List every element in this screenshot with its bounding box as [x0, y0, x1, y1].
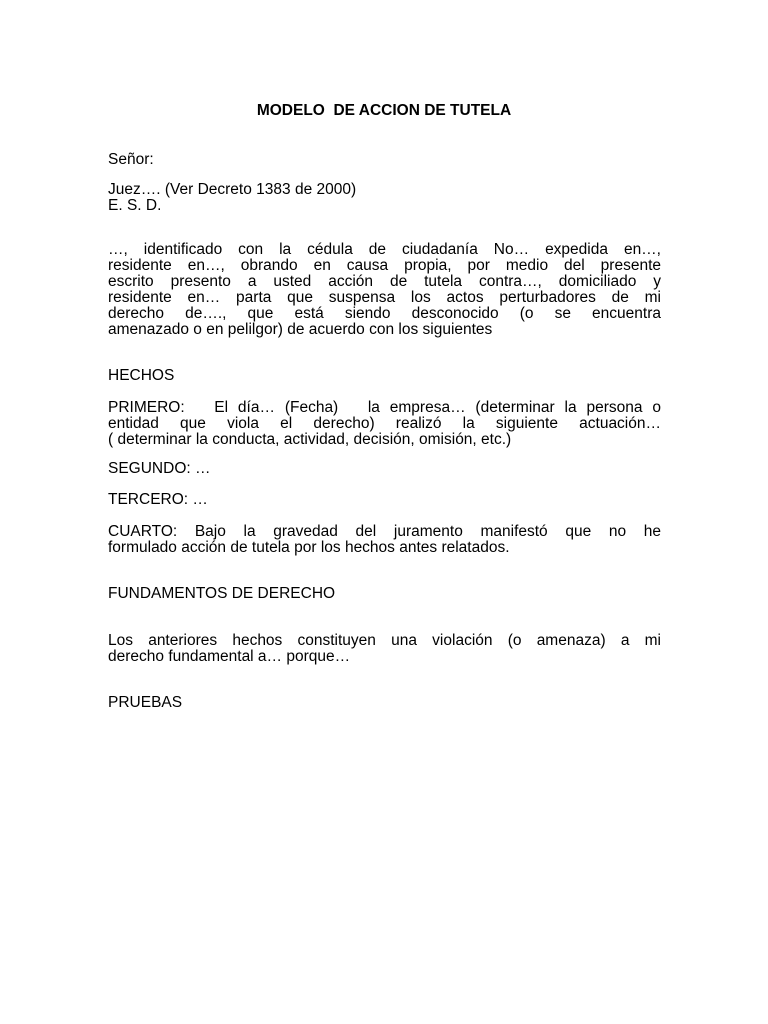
- hecho-tercero: [108, 492, 661, 508]
- cuarto-line: formulado acción de tutela por los hechos antes relatados.: [108, 539, 510, 556]
- hechos-heading: [108, 368, 661, 384]
- cuarto-line: CUARTO: Bajo la gravedad del juramento manifestó que no he: [108, 523, 661, 540]
- addressee-line-1: Juez…. (Ver Decreto 1383 de 2000): [108, 181, 357, 198]
- salutation-text: Señor:: [108, 151, 154, 168]
- intro-line: residente en…, obrando en causa propia, por medio del presente: [108, 257, 661, 274]
- fundamentos-paragraph: [108, 633, 661, 665]
- fundamentos-heading-text: FUNDAMENTOS DE DERECHO: [108, 585, 336, 602]
- pruebas-heading-text: PRUEBAS: [108, 694, 183, 711]
- intro-paragraph: [108, 242, 661, 338]
- hecho-primero: [108, 400, 661, 448]
- intro-line: residente en… parta que suspensa los actos perturbadores de mi: [108, 289, 661, 306]
- primero-line: entidad que viola el derecho) realizó la siguiente actuación…: [108, 415, 661, 432]
- fundamentos-line: Los anteriores hechos constituyen una violación (o amenaza) a mi: [108, 632, 661, 649]
- pruebas-heading: [108, 695, 661, 711]
- hecho-cuarto: [108, 524, 661, 556]
- segundo-text: SEGUNDO: …: [108, 460, 211, 477]
- salutation: [108, 152, 661, 168]
- document-title: MODELO DE ACCION DE TUTELA: [256, 102, 512, 119]
- tercero-text: TERCERO: …: [108, 491, 208, 508]
- intro-line: amenazado o en pelilgor) de acuerdo con los siguientes: [108, 321, 493, 338]
- hechos-heading-text: HECHOS: [108, 367, 175, 384]
- fundamentos-heading: [108, 586, 661, 602]
- intro-line: …, identificado con la cédula de ciudadanía No… expedida en…,: [108, 241, 661, 258]
- primero-line: PRIMERO: El día… (Fecha) la empresa… (determinar la persona o: [108, 399, 661, 416]
- addressee-line-2: E. S. D.: [108, 197, 162, 214]
- hecho-segundo: [108, 461, 661, 477]
- addressee: [108, 182, 661, 214]
- intro-line: escrito presento a usted acción de tutela contra…, domiciliado y: [108, 273, 661, 290]
- primero-line: ( determinar la conducta, actividad, decisión, omisión, etc.): [108, 431, 512, 448]
- fundamentos-line: derecho fundamental a… porque…: [108, 648, 351, 665]
- intro-line: derecho de…., que está siendo desconocido (o se encuentra: [108, 305, 661, 322]
